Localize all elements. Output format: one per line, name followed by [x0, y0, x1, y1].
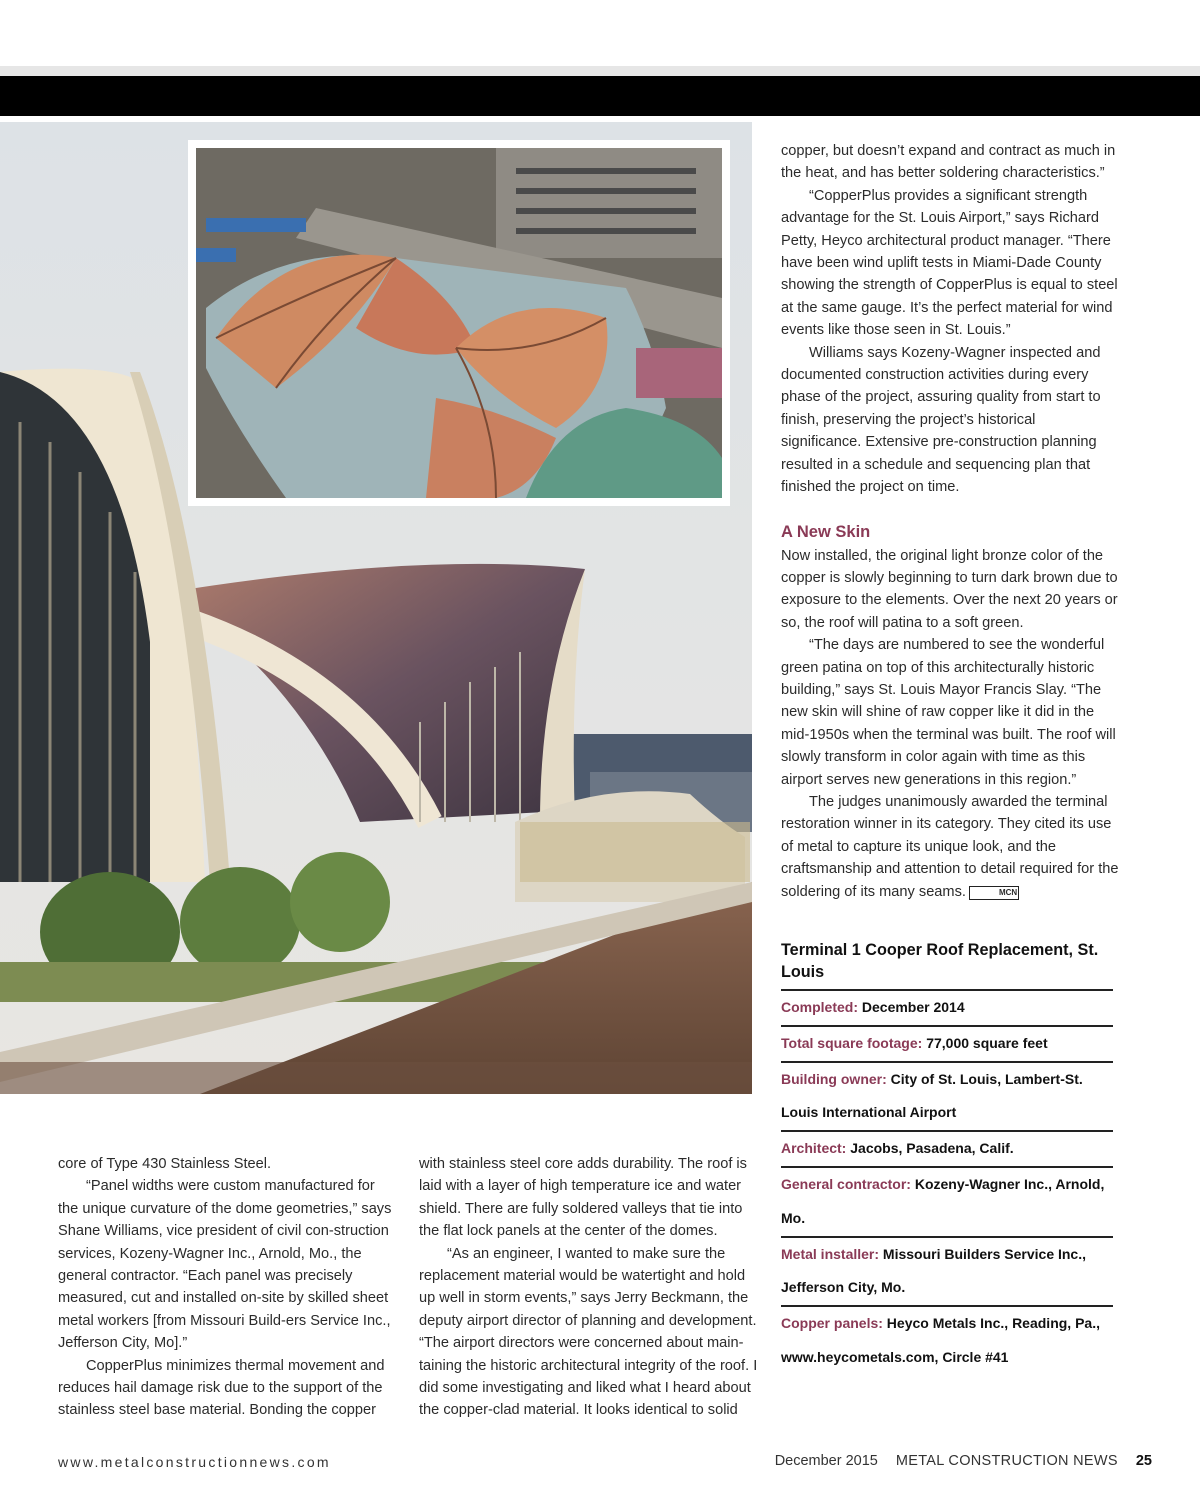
footer-folio [775, 1453, 1152, 1469]
black-header-band [0, 76, 1200, 116]
fact-label: Architect: [781, 1140, 847, 1157]
fact-row [781, 1168, 1113, 1238]
paragraph: core of Type 430 Stainless Steel. [58, 1156, 272, 1172]
fact-value: Missouri Builders Service Inc., Jefferson City, Mo. [781, 1245, 1086, 1296]
fact-row [781, 1132, 1113, 1168]
fact-row [781, 991, 1113, 1027]
fact-value: Jacobs, Pasadena, Calif. [850, 1140, 1014, 1157]
paragraph: “Panel widths were custom manufactured for the unique curvature of the dome geometries,” says Shane Williams, vice president of civil con-struction services, Kozeny-Wagner Inc., Arnold, Mo., the general contractor. “Each panel was precisely measured, cut and installed on-site by skilled sheet metal workers [from Missouri Build-ers Service Inc., Jefferson City, Mo].” [58, 1178, 392, 1352]
fact-value: December 2014 [861, 999, 965, 1015]
fact-value: Kozeny-Wagner Inc., Arnold, Mo. [781, 1175, 1105, 1226]
end-mark-icon: MCN [969, 886, 1019, 900]
paragraph: Now installed, the original light bronze color of the copper is slowly beginning to turn dark brown due to exposure to the elements. Over the next 20 years or so, the roof will patina to a soft green. [781, 547, 1118, 631]
left-text-column [58, 1153, 393, 1422]
aerial-inset-photo [188, 140, 730, 506]
section-subhead: A New Skin [781, 522, 871, 541]
footer-magazine-name: METAL CONSTRUCTION NEWS [895, 1453, 1118, 1469]
top-gray-band [0, 66, 1200, 76]
paragraph [781, 791, 1119, 903]
paragraph: “As an engineer, I wanted to make sure the replacement material would be watertight and hold up well in storm events,” says Jerry Beckmann, the deputy airport director of planning and development. “The airport directors were concerned about main-taining the historic architectural integrity of the roof. I did some investigating and liked what I heard about the copper-clad material. It looks identical to solid [419, 1245, 758, 1419]
fact-label: General contractor: [781, 1175, 911, 1192]
fact-label: Total square footage: [781, 1034, 923, 1051]
page-number: 25 [1135, 1453, 1152, 1469]
fact-value: Heyco Metals Inc., Reading, Pa., www.heycometals.com, Circle #41 [781, 1315, 1100, 1365]
paragraph: “CopperPlus provides a significant strength advantage for the St. Louis Airport,” says Richard Petty, Heyco architectural product manager. “There have been wind uplift tests in Miami-Dade County showing the strength of CopperPlus is equal to steel at the same gauge. It’s the perfect material for wind events like those seen in St. Louis.” [781, 187, 1118, 339]
fact-row [781, 1307, 1113, 1375]
paragraph: CopperPlus minimizes thermal movement and reduces hail damage risk due to the support of the stainless steel base material. Bonding the copper [58, 1357, 385, 1419]
project-fact-box [781, 939, 1113, 1375]
fact-box-title: Terminal 1 Cooper Roof Replacement, St. Louis [781, 939, 1113, 991]
fact-value: City of St. Louis, Lambert-St. Louis International Airport [781, 1070, 1083, 1121]
fact-row [781, 1238, 1113, 1308]
middle-text-column [419, 1153, 759, 1422]
footer-website: www.metalconstructionnews.com [58, 1454, 331, 1470]
fact-label: Completed: [781, 999, 858, 1015]
fact-value: 77,000 square feet [926, 1034, 1048, 1051]
paragraph: with stainless steel core adds durability. The roof is laid with a layer of high temperature ice and water shield. There are fully soldered valleys that tie into the flat lock panels at the center of the domes. [419, 1156, 747, 1240]
fact-label: Copper panels: [781, 1315, 883, 1332]
paragraph: copper, but doesn’t expand and contract as much in the heat, and has better soldering characteristics.” [781, 143, 1116, 182]
paragraph: Williams says Kozeny-Wagner inspected and documented construction activities during every phase of the project, assuring quality from start to finish, preserving the project’s historical significance. Extensive pre-construction planning resulted in a schedule and sequencing plan that finished the project on time. [781, 344, 1101, 496]
footer-date: December 2015 [774, 1453, 878, 1469]
fact-row [781, 1027, 1113, 1063]
fact-label: Building owner: [781, 1070, 887, 1087]
fact-row [781, 1063, 1113, 1133]
fact-label: Metal installer: [781, 1245, 880, 1262]
right-text-column [781, 140, 1119, 903]
paragraph-text: The judges unanimously awarded the terminal restoration winner in its category. They cited its use of metal to capture its unique look, and the craftsmanship and attention to detail required for the soldering of its many seams. [781, 793, 1119, 900]
paragraph: “The days are numbered to see the wonderful green patina on top of this architecturally historic building,” says St. Louis Mayor Francis Slay. “The new skin will shine of raw copper like it did in the mid-1950s when the terminal was built. The roof will slowly transform in color again with time as this airport serves new generations in this region.” [781, 637, 1116, 788]
